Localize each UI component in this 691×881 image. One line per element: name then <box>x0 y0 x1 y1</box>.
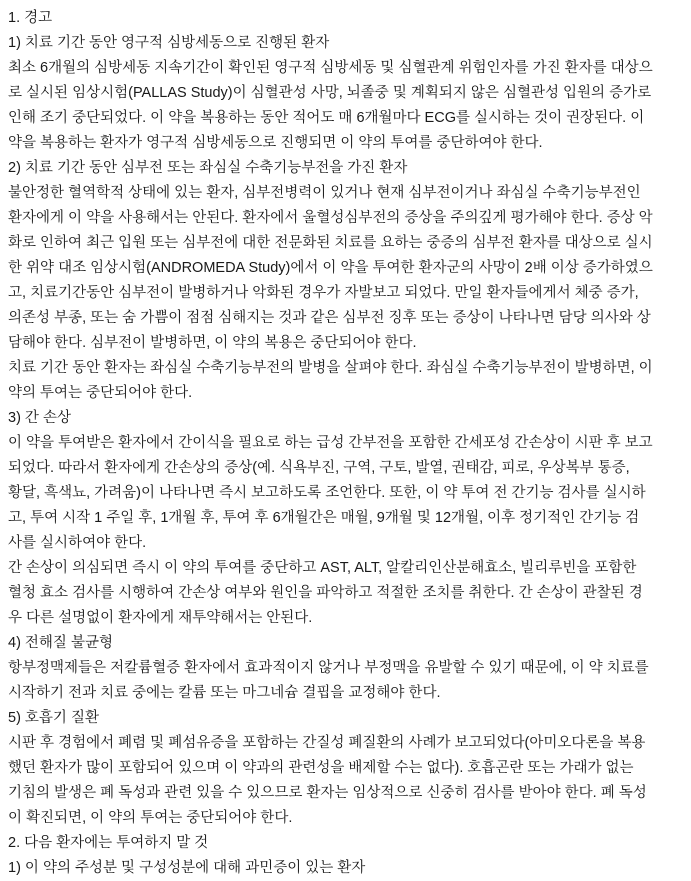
paragraph-line: 이 약을 투여받은 환자에서 간이식을 필요로 하는 급성 간부전을 포함한 간세포성 간손상이 시판 후 보고 <box>8 435 653 451</box>
paragraph-line: 인해 조기 중단되었다. 이 약을 복용하는 동안 적어도 매 6개월마다 ECG를 실시하는 것이 권장된다. 이 <box>8 110 645 126</box>
paragraph-line: 사를 실시하여야 한다. <box>8 535 147 551</box>
paragraph-line: 했던 환자가 많이 포함되어 있으며 이 약과의 관련성을 배제할 수는 없다). 호흡곤란 또는 가래가 없는 <box>8 760 634 776</box>
paragraph-line: 황달, 흑색뇨, 가려움)이 나타나면 즉시 보고하도록 조언한다. 또한, 이 약 투여 전 간기능 검사를 실시하 <box>8 485 646 501</box>
paragraph-line: 기침의 발생은 폐 독성과 관련 있을 수 있으므로 환자는 임상적으로 신중히 검사를 받아야 한다. 폐 독성 <box>8 785 647 801</box>
contraindication-item-hypersensitivity <box>8 856 683 881</box>
section-heading-contraindications: 2. 다음 환자에는 투여하지 말 것 <box>8 835 209 851</box>
paragraph-line: 항부정맥제들은 저칼륨혈증 환자에서 효과적이지 않거나 부정맥을 유발할 수 있기 때문에, 이 약 치료를 <box>8 660 649 676</box>
paragraph <box>8 56 683 156</box>
paragraph-line: 한 위약 대조 임상시험(ANDROMEDA Study)에서 이 약을 투여한 환자군의 사망이 2배 이상 증가하였으 <box>8 260 653 276</box>
warning-item-respiratory-disease <box>8 706 683 831</box>
subsection-heading: 1) 치료 기간 동안 영구적 심방세동으로 진행된 환자 <box>8 35 330 51</box>
paragraph-line: 우 다른 설명없이 환자에게 재투약해서는 안된다. <box>8 610 313 626</box>
paragraph-line: 약을 복용하는 환자가 영구적 심방세동으로 진행되면 이 약의 투여를 중단하여야 한다. <box>8 135 543 151</box>
paragraph-line: 이 확진되면, 이 약의 투여는 중단되어야 한다. <box>8 810 293 826</box>
paragraph-line: 되었다. 따라서 환자에게 간손상의 증상(예. 식욕부진, 구역, 구토, 발열, 권태감, 피로, 우상복부 통증, <box>8 460 630 476</box>
paragraph-line: 혈청 효소 검사를 시행하여 간손상 여부와 원인을 파악하고 적절한 조치를 취한다. 간 손상이 관찰된 경 <box>8 585 643 601</box>
paragraph-line: 담해야 한다. 심부전이 발병하면, 이 약의 복용은 중단되어야 한다. <box>8 335 417 351</box>
warning-item-liver-injury <box>8 406 683 631</box>
paragraph-line: 환자에게 이 약을 사용해서는 안된다. 환자에서 울혈성심부전의 증상을 주의깊게 평가해야 한다. 증상 악 <box>8 210 653 226</box>
paragraph-line: 고, 치료기간동안 심부전이 발병하거나 악화된 경우가 자발보고 되었다. 만일 환자들에게서 체중 증가, <box>8 285 639 301</box>
paragraph <box>8 656 683 706</box>
paragraph-line: 고, 투여 시작 1 주일 후, 1개월 후, 투여 후 6개월간은 매월, 9개월 및 12개월, 이후 정기적인 간기능 검 <box>8 510 640 526</box>
paragraph-line: 의존성 부종, 또는 숨 가쁨이 점점 심해지는 것과 같은 심부전 징후 또는 증상이 나타나면 담당 의사와 상 <box>8 310 651 326</box>
subsection-heading: 4) 전해질 불균형 <box>8 635 113 651</box>
paragraph-line: 시작하기 전과 치료 중에는 칼륨 또는 마그네슘 결핍을 교정해야 한다. <box>8 685 441 701</box>
paragraph <box>8 356 683 406</box>
paragraph-line: 최소 6개월의 심방세동 지속기간이 확인된 영구적 심방세동 및 심혈관계 위험인자를 가진 환자를 대상으 <box>8 60 653 76</box>
warning-item-electrolyte-imbalance <box>8 631 683 706</box>
paragraph <box>8 556 683 631</box>
paragraph-line: 시판 후 경험에서 폐렴 및 폐섬유증을 포함하는 간질성 폐질환의 사례가 보고되었다(아미오다론을 복용 <box>8 735 646 751</box>
paragraph-line: 불안정한 혈역학적 상태에 있는 환자, 심부전병력이 있거나 현재 심부전이거나 좌심실 수축기능부전인 <box>8 185 641 201</box>
paragraph <box>8 181 683 356</box>
subsection-heading: 2) 치료 기간 동안 심부전 또는 좌심실 수축기능부전을 가진 환자 <box>8 160 408 176</box>
paragraph-line: 화로 인하여 최근 입원 또는 심부전에 대한 전문화된 치료를 요하는 중증의 심부전 환자를 대상으로 실시 <box>8 235 653 251</box>
section-warnings <box>8 6 683 831</box>
paragraph-line: 간 손상이 의심되면 즉시 이 약의 투여를 중단하고 AST, ALT, 알칼리인산분해효소, 빌리루빈을 포함한 <box>8 560 637 576</box>
paragraph <box>8 731 683 831</box>
warning-item-permanent-af <box>8 31 683 156</box>
subsection-heading: 5) 호흡기 질환 <box>8 710 99 726</box>
subsection-heading: 3) 간 손상 <box>8 410 71 426</box>
paragraph-line: 로 실시된 임상시험(PALLAS Study)이 심혈관성 사망, 뇌졸중 및 계획되지 않은 심혈관성 입원의 증가로 <box>8 85 652 101</box>
paragraph-line: 약의 투여는 중단되어야 한다. <box>8 385 193 401</box>
paragraph-line: 치료 기간 동안 환자는 좌심실 수축기능부전의 발병을 살펴야 한다. 좌심실 수축기능부전이 발병하면, 이 <box>8 360 653 376</box>
warning-item-heart-failure <box>8 156 683 406</box>
subsection-heading: 1) 이 약의 주성분 및 구성성분에 대해 과민증이 있는 환자 <box>8 860 366 876</box>
section-heading-warnings: 1. 경고 <box>8 10 53 26</box>
section-contraindications <box>8 831 683 881</box>
paragraph <box>8 431 683 556</box>
